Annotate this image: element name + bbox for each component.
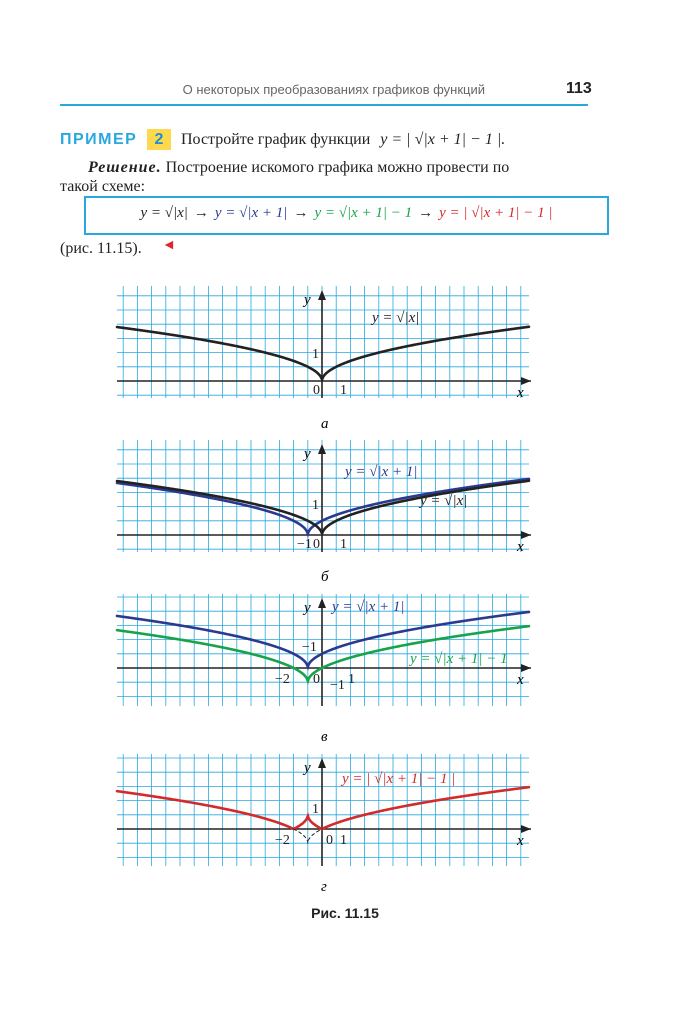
tick-label: 0 — [313, 383, 320, 398]
scheme-formula-2: y = √|x + 1| — [214, 205, 288, 221]
x-axis-label: x — [517, 833, 524, 849]
solution-heading: Решение. — [88, 159, 162, 176]
graph-panel-4 — [117, 754, 531, 895]
scheme-formula-4: y = √|x + 1| − 1 — [314, 205, 413, 221]
x-axis-arrow — [521, 377, 531, 385]
y-axis-arrow — [318, 290, 326, 300]
y-axis-arrow — [318, 444, 326, 454]
tick-label: 1 — [340, 833, 347, 848]
panel-letter: г — [321, 879, 327, 895]
graph-panel-1 — [117, 286, 531, 432]
tick-label: 0 — [313, 672, 320, 687]
running-title: О некоторых преобразованиях графиков функций — [182, 82, 485, 97]
page-number: 113 — [566, 80, 592, 97]
tick-label: 1 — [312, 802, 319, 817]
solution-text: Построение искомого графика можно провести по — [165, 159, 510, 176]
x-axis-arrow — [521, 664, 531, 672]
panel-letter: в — [321, 729, 328, 745]
tick-label: 0 — [313, 537, 320, 552]
tick-label: −1 — [302, 640, 317, 655]
y-axis-label: y — [304, 760, 311, 776]
scheme-arrow: → — [193, 205, 209, 221]
x-axis-arrow — [521, 825, 531, 833]
graph-panel-2 — [117, 440, 531, 585]
panel-letter: а — [321, 416, 329, 432]
x-axis-label: x — [517, 539, 524, 555]
tick-label: 1 — [312, 498, 319, 513]
figure-reference: (рис. 11.15). — [60, 240, 142, 257]
graph-panel-3 — [117, 594, 531, 745]
y-axis-arrow — [318, 758, 326, 768]
tick-label: 1 — [348, 672, 355, 687]
y-axis-arrow — [318, 598, 326, 608]
grid — [117, 594, 529, 706]
grid — [117, 754, 529, 866]
scheme-formula-6: y = | √|x + 1| − 1 | — [439, 205, 553, 221]
tick-label: −1 — [297, 537, 312, 552]
scheme-arrow: → — [293, 205, 309, 221]
x-axis-label: x — [517, 672, 524, 688]
end-of-solution-marker: ◄ — [162, 238, 176, 253]
tick-label: −2 — [275, 672, 290, 687]
y-axis-label: y — [304, 292, 311, 308]
tick-label: −2 — [275, 833, 290, 848]
curve-series-1 — [117, 787, 529, 829]
tick-label: 1 — [312, 347, 319, 362]
series-label: y = √|x| — [372, 310, 420, 326]
y-axis-label: y — [304, 600, 311, 616]
tick-label: 1 — [340, 537, 347, 552]
series-label: y = √|x + 1| — [345, 464, 418, 480]
scheme-arrow: → — [418, 205, 434, 221]
y-axis-label: y — [304, 446, 311, 462]
figure-caption: Рис. 11.15 — [311, 905, 379, 921]
example-number-badge: 2 — [147, 129, 171, 150]
scheme-formula-0: y = √|x| — [140, 205, 188, 221]
solution-line-2: такой схеме: — [60, 178, 146, 195]
task-formula: y = | √|x + 1| − 1 |. — [380, 131, 506, 148]
task-text: Постройте график функции — [181, 131, 371, 148]
example-label: ПРИМЕР — [60, 131, 138, 148]
x-axis-label: x — [517, 385, 524, 401]
series-label: y = √|x + 1| — [332, 599, 405, 615]
series-label: y = | √|x + 1| − 1 | — [342, 771, 456, 787]
series-label: y = √|x + 1| − 1 — [410, 651, 508, 667]
x-axis-arrow — [521, 531, 531, 539]
tick-label: −1 — [330, 678, 345, 693]
tick-label: 1 — [340, 383, 347, 398]
panel-letter: б — [321, 569, 329, 585]
tick-label: 0 — [326, 833, 333, 848]
series-label: y = √|x| — [420, 493, 468, 509]
